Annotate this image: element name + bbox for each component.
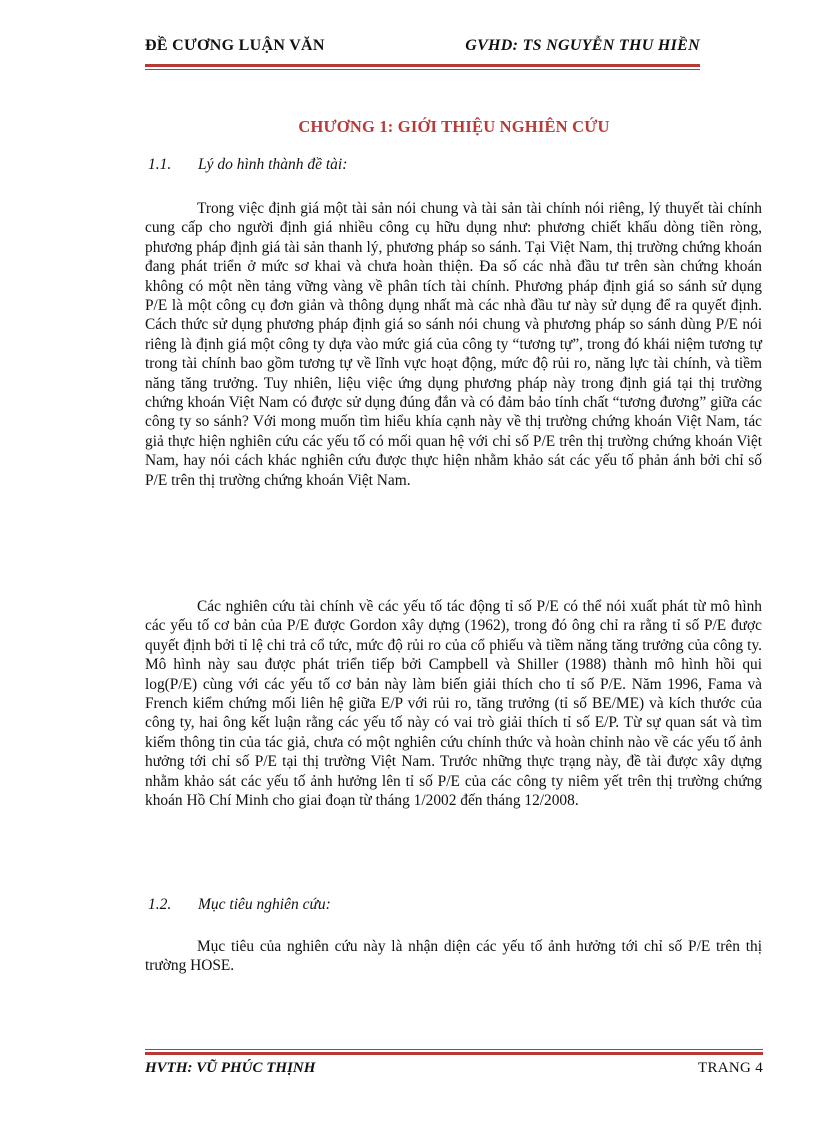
header-bar	[145, 37, 700, 61]
header-advisor: GVHD: TS NGUYỄN THU HIỀN	[465, 37, 700, 54]
footer-student: HVTH: VŨ PHÚC THỊNH	[145, 1060, 316, 1076]
footer-rule-thin	[145, 1049, 763, 1050]
chapter-title: CHƯƠNG 1: GIỚI THIỆU NGHIÊN CỨU	[298, 117, 610, 136]
section-number: 1.2.	[148, 896, 172, 913]
section-heading-1-2	[148, 896, 331, 914]
paragraph-3: Mục tiêu của nghiên cứu này là nhận diện các yếu tố ảnh hưởng tới chỉ số P/E trên thị trường HOSE.	[145, 938, 762, 975]
header-rule-thin	[145, 69, 700, 70]
section-number: 1.1.	[148, 156, 172, 173]
paragraph-1: Trong việc định giá một tài sản nói chung và tài sản tài chính nói riêng, lý thuyết tài chính cung cấp cho người định giá nhiều công cụ hữu dụng như: phương chiết khấu dòng tiền ròng, phương pháp định giá tài sản thanh lý, phương pháp so sánh. Tại Việt Nam, thị trường chứng khoán đang phát triển ở mức sơ khai và chưa hoàn thiện. Đa số các nhà đầu tư trên sàn chứng khoán không có một nền tảng vững vàng về phân tích tài chính. Phương pháp định giá so sánh sử dụng P/E là một công cụ đơn giản và thông dụng nhất mà các nhà đầu tư này sử dụng để ra quyết định. Cách thức sử dụng phương pháp định giá so sánh nói chung và phương pháp so sánh dùng P/E nói riêng là định giá một công ty dựa vào mức giá của công ty “tương tự”, trong đó khái niệm tương tự trong tài chính bao gồm tương tự về lĩnh vực hoạt động, mức độ rủi ro, năng lực tài chính, và tiềm năng tăng trưởng. Tuy nhiên, liệu việc ứng dụng phương pháp này trong định giá tại thị trường chứng khoán Việt Nam có được sử dụng đúng đắn và có đảm bảo tính chất “tương đương” giữa các công ty so sánh? Với mong muốn tìm hiểu khía cạnh này về thị trường chứng khoán Việt Nam, tác giả thực hiện nghiên cứu các yếu tố có mối quan hệ với chỉ số P/E trên thị trường chứng khoán Việt Nam, hay nói cách khác nghiên cứu được thực hiện nhằm khảo sát các yếu tố phản ánh bởi chỉ số P/E trên thị trường chứng khoán Việt Nam.	[145, 200, 762, 489]
header-thesis-title: ĐỀ CƯƠNG LUẬN VĂN	[145, 37, 325, 54]
section-title: Lý do hình thành đề tài:	[198, 156, 348, 173]
page-number: TRANG 4	[697, 1060, 763, 1076]
section-heading-1-1	[148, 156, 347, 174]
header-rule-thick	[145, 64, 700, 67]
paragraph-2: Các nghiên cứu tài chính về các yếu tố tác động tỉ số P/E có thể nói xuất phát từ mô hình các yếu tố cơ bản của P/E được Gordon xây dựng (1962), trong đó ông chỉ ra rằng tỉ số P/E được quyết định bởi tỉ lệ chi trả cổ tức, mức độ rủi ro của cổ phiếu và tiềm năng tăng trưởng của công ty. Mô hình này sau được phát triển tiếp bởi Campbell và Shiller (1988) thành mô hình hồi qui log(P/E) cùng với các yếu tố cơ bản này làm biến giải thích cho tỉ số P/E. Năm 1996, Fama và French kiểm chứng mối liên hệ giữa E/P với rủi ro, tăng trưởng (tỉ số BE/ME) và kích thước của công ty, hai ông kết luận rằng các yếu tố này có vai trò giải thích tỉ số E/P. Từ sự quan sát và tìm kiếm thông tin của tác giả, chưa có một nghiên cứu chính thức và hoàn chỉnh nào về các yếu tố ảnh hưởng tới chỉ số P/E tại thị trường Việt Nam. Trước những thực trạng này, đề tài được xây dựng nhằm khảo sát các yếu tố ảnh hưởng lên tỉ số P/E của các công ty niêm yết trên thị trường chứng khoán Hồ Chí Minh cho giai đoạn từ tháng 1/2002 đến tháng 12/2008.	[145, 598, 762, 810]
footer-rule-thick	[145, 1052, 763, 1055]
section-title: Mục tiêu nghiên cứu:	[198, 896, 331, 913]
